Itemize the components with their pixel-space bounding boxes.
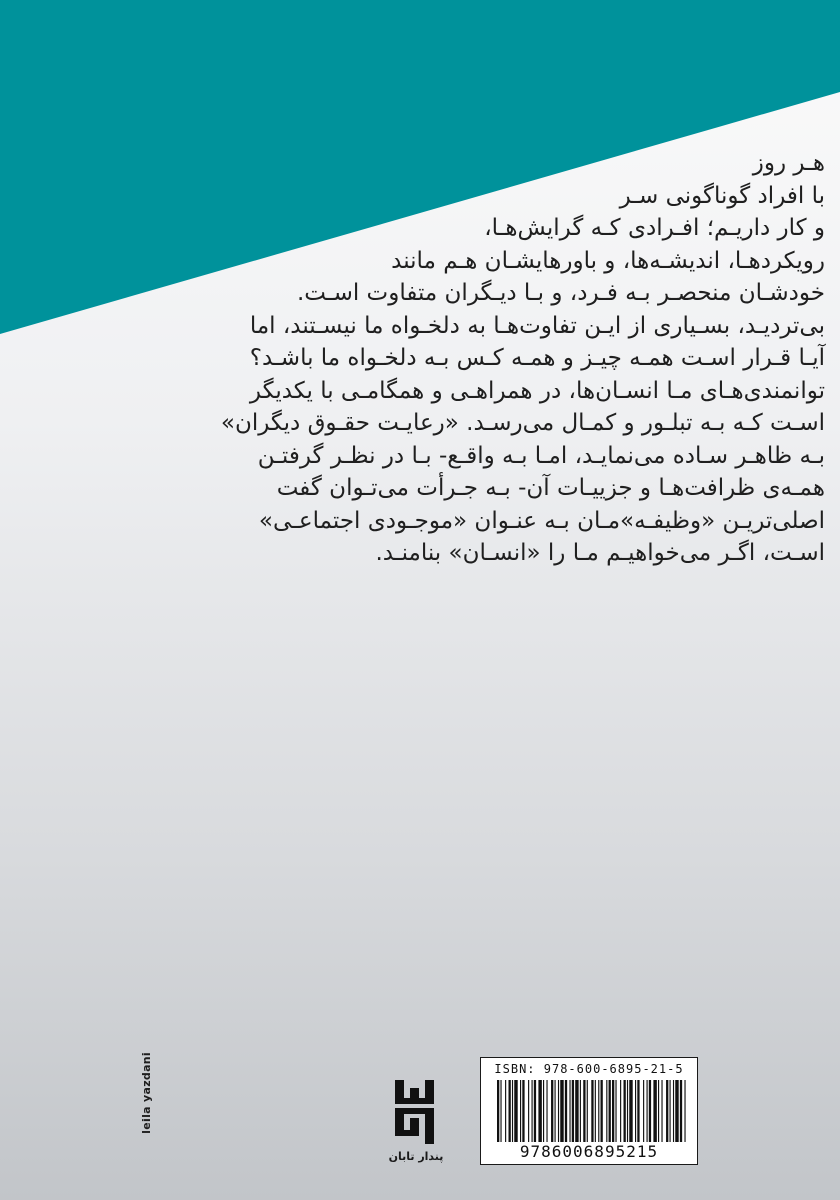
barcode-bar bbox=[555, 1080, 556, 1142]
barcode-bar bbox=[601, 1080, 603, 1142]
barcode-bar bbox=[661, 1080, 662, 1142]
barcode-icon bbox=[495, 1080, 687, 1142]
back-cover-blurb bbox=[10, 147, 825, 570]
barcode-bar bbox=[538, 1080, 541, 1142]
barcode-bar bbox=[509, 1080, 511, 1142]
barcode-bar bbox=[546, 1080, 547, 1142]
barcode-bar bbox=[587, 1080, 588, 1142]
blurb-line-8: توانمندی‌هـای مـا انسـان‌ها، در همراهـی و همگامـی با یکدیگر bbox=[249, 377, 825, 404]
isbn-barcode-block bbox=[480, 1057, 698, 1165]
barcode-bar bbox=[680, 1080, 682, 1142]
barcode-bar bbox=[583, 1080, 585, 1142]
blurb-line-13: اسـت، اگـر می‌خواهیـم مـا را «انسـان» بنامنـد. bbox=[375, 540, 825, 566]
barcode-bar bbox=[520, 1080, 521, 1142]
barcode-bar bbox=[560, 1080, 563, 1142]
barcode-bar bbox=[637, 1080, 639, 1142]
barcode-bar bbox=[620, 1080, 621, 1142]
publisher-name: پندار تابان bbox=[388, 1150, 444, 1163]
blurb-line-2: با افراد گوناگونی سـر bbox=[619, 182, 825, 209]
barcode-bar bbox=[612, 1080, 614, 1142]
barcode-bar bbox=[653, 1080, 656, 1142]
barcode-bar bbox=[565, 1080, 567, 1142]
blurb-line-11: همـه‌ی ظرافت‌هـا و جزییـات آن- بـه جـرأت می‌تـوان گفت bbox=[276, 475, 825, 501]
barcode-bar bbox=[666, 1080, 668, 1142]
blurb-line-12: اصلی‌تریـن «وظیفـه»‌مـان بـه عنـوان «موجـودی اجتماعـی» bbox=[258, 507, 825, 534]
barcode-bar bbox=[670, 1080, 671, 1142]
blurb-line-3: و کار داریـم؛ افـرادی کـه گرایش‌هـا، bbox=[484, 215, 825, 241]
barcode-bar bbox=[551, 1080, 553, 1142]
barcode-bar bbox=[624, 1080, 626, 1142]
blurb-line-5: خودشـان منحصـر بـه فـرد، و بـا دیـگران متفاوت اسـت. bbox=[296, 280, 825, 306]
barcode-bar bbox=[673, 1080, 674, 1142]
blurb-line-6: بی‌تردیـد، بسـیاری از ایـن تفاوت‌هـا به دلخـواه ما نیسـتند، اما bbox=[249, 312, 825, 339]
barcode-bar bbox=[528, 1080, 529, 1142]
blurb-line-10: بـه ظاهـر سـاده می‌نمایـد، امـا بـه واقـع- بـا در نظـر گرفتـن bbox=[257, 442, 825, 469]
designer-credit: leila yazdani bbox=[140, 1052, 153, 1134]
barcode-bar bbox=[649, 1080, 651, 1142]
blurb-line-7: آیـا قـرار اسـت همـه چیـز و همـه کـس بـه دلخـواه ما باشـد؟ bbox=[249, 345, 825, 371]
isbn-label: ISBN: 978-600-6895-21-5 bbox=[494, 1062, 684, 1076]
barcode-bar bbox=[512, 1080, 513, 1142]
barcode-bar bbox=[569, 1080, 570, 1142]
barcode-bar bbox=[598, 1080, 599, 1142]
barcode-bar bbox=[543, 1080, 544, 1142]
blurb-line-9: اسـت کـه بـه تبلـور و کمـال می‌رسـد. «رعایـت حقـوق دیگران» bbox=[220, 410, 825, 436]
barcode-bar bbox=[514, 1080, 517, 1142]
barcode-bar bbox=[635, 1080, 636, 1142]
publisher-logo-icon bbox=[392, 1078, 438, 1150]
barcode-bar bbox=[606, 1080, 607, 1142]
barcode-bar bbox=[580, 1080, 581, 1142]
barcode-bar bbox=[647, 1080, 648, 1142]
barcode-bar bbox=[675, 1080, 678, 1142]
barcode-bar bbox=[558, 1080, 559, 1142]
barcode-bar bbox=[609, 1080, 611, 1142]
barcode-bar bbox=[658, 1080, 659, 1142]
barcode-bar bbox=[684, 1080, 685, 1142]
barcode-bar bbox=[591, 1080, 593, 1142]
blurb-line-4: رویکردهـا، اندیشـه‌ها، و باورهایشـان هـم مانند bbox=[391, 247, 825, 274]
barcode-bar bbox=[505, 1080, 506, 1142]
barcode-bar bbox=[500, 1080, 501, 1142]
barcode-bar bbox=[627, 1080, 628, 1142]
barcode-digits: 9786006895215 bbox=[519, 1142, 659, 1161]
barcode-bar bbox=[534, 1080, 536, 1142]
barcode-bar bbox=[643, 1080, 644, 1142]
barcode-bar bbox=[522, 1080, 524, 1142]
barcode-bar bbox=[629, 1080, 632, 1142]
barcode-bar bbox=[497, 1080, 499, 1142]
barcode-bar bbox=[532, 1080, 533, 1142]
barcode-bar bbox=[572, 1080, 574, 1142]
barcode-bar bbox=[575, 1080, 578, 1142]
blurb-line-1: هـر روز bbox=[752, 150, 825, 176]
barcode-bar bbox=[595, 1080, 596, 1142]
barcode-bar bbox=[615, 1080, 616, 1142]
